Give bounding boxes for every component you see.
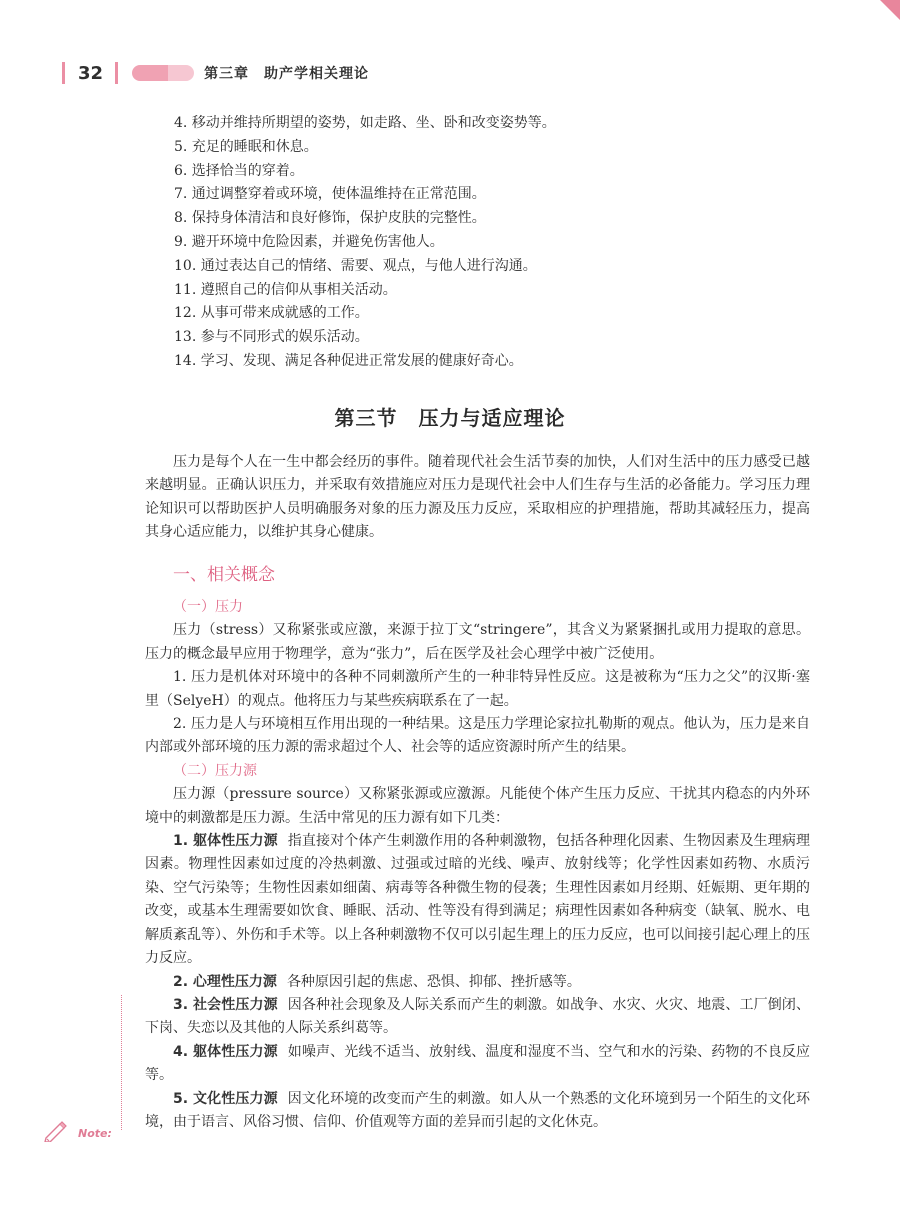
stressor-item: [145, 1041, 810, 1088]
stressor-text: 如噪声、光线不适当、放射线、温度和湿度不当、空气和水的污染、药物的不良反应等。: [145, 1043, 811, 1084]
stressors-intro: 压力源（pressure source）又称紧张源或应激源。凡能使个体产生压力反应、干扰其内稳态的内外环境中的刺激都是压力源。生活中常见的压力源有如下几类：: [145, 786, 810, 826]
stressor-text: 因文化环境的改变而产生的刺激。如人从一个熟悉的文化环境到另一个陌生的文化环境，由于语言、风俗习惯、信仰、价值观等方面的差异而引起的文化休克。: [145, 1090, 811, 1130]
intro-block: [145, 451, 810, 545]
stressor-item: [145, 1088, 810, 1135]
stressor-lead: 3. 社会性压力源: [173, 996, 278, 1013]
section-title: 第三节 压力与适应理论: [334, 406, 566, 430]
list-item: 14. 学习、发现、满足各种促进正常发展的健康好奇心。: [174, 352, 523, 369]
header-left-bar: [62, 62, 65, 84]
list-item: 8. 保持身体清洁和良好修饰，保护皮肤的完整性。: [174, 210, 486, 227]
margin-note: [44, 1120, 112, 1146]
stress-paragraph: 1. 压力是机体对环境中的各种不同刺激所产生的一种非特异性反应。这是被称为“压力之父”的汉斯·塞里（SelyeH）的观点。他将压力与某些疾病联系在了一起。: [145, 669, 810, 709]
stressor-lead: 5. 文化性压力源: [173, 1090, 278, 1107]
stressors-heading: （二）压力源: [173, 762, 257, 779]
stress-heading: （一）压力: [173, 599, 243, 615]
stress-paragraph: 2. 压力是人与环境相互作用出现的一种结果。这是压力学理论家拉扎勒斯的观点。他认为，压力是来自内部或外部环境的压力源的需求超过个人、社会等的适应资源时所产生的结果。: [145, 716, 810, 756]
note-label: Note:: [78, 1126, 112, 1140]
stressor-lead: 4. 躯体性压力源: [173, 1043, 278, 1060]
stress-paragraph: 压力（stress）又称紧张或应激，来源于拉丁文“stringere”，其含义为紧紧捆扎或用力提取的意思。压力的概念最早应用于物理学，意为“张力”，后在医学及社会心理学中被广泛使用。: [145, 622, 810, 662]
stressor-lead: 1. 躯体性压力源: [173, 833, 278, 850]
list-item: 4. 移动并维持所期望的姿势，如走路、坐、卧和改变姿势等。: [174, 115, 556, 131]
pencil-icon: [44, 1120, 70, 1146]
needs-list: [174, 112, 814, 374]
list-item: 11. 遵照自己的信仰从事相关活动。: [174, 281, 397, 298]
page-number: 32: [78, 62, 104, 84]
stressor-item: [145, 971, 810, 994]
list-item: 5. 充足的睡眠和休息。: [174, 138, 318, 155]
list-item: 6. 选择恰当的穿着。: [174, 162, 304, 179]
concepts-heading: 一、相关概念: [173, 565, 275, 585]
stressor-lead: 2. 心理性压力源: [173, 973, 277, 990]
header-divider-bar: [115, 62, 118, 84]
list-item: 12. 从事可带来成就感的工作。: [174, 305, 369, 322]
page-corner-marker: [880, 0, 900, 20]
header-decoration-pill: [132, 65, 168, 81]
list-item: 10. 通过表达自己的情绪、需要、观点，与他人进行沟通。: [174, 257, 537, 274]
note-margin-line: [121, 995, 122, 1130]
list-item: 13. 参与不同形式的娱乐活动。: [174, 329, 369, 346]
stressor-item: [145, 994, 810, 1041]
stressor-text: 各种原因引起的焦虑、恐惧、抑郁、挫折感等。: [286, 973, 581, 990]
chapter-title: 第三章 助产学相关理论: [204, 66, 370, 82]
list-item: 7. 通过调整穿着或环境，使体温维持在正常范围。: [174, 186, 486, 203]
page-header: [62, 58, 882, 88]
stressor-text: 因各种社会现象及人际关系而产生的刺激。如战争、水灾、火灾、地震、工厂倒闭、下岗、失恋以及其他的人际关系纠葛等。: [145, 996, 811, 1037]
concepts-block: [145, 562, 810, 1134]
header-decoration-pill-light: [168, 65, 194, 81]
stressor-item: [145, 830, 810, 970]
intro-paragraph: 压力是每个人在一生中都会经历的事件。随着现代社会生活节奏的加快，人们对生活中的压力感受已越来越明显。正确认识压力，并采取有效措施应对压力是现代社会中人们生存与生活的必备能力。学习压力理论知识可以帮助医护人员明确服务对象的压力源及压力反应，采取相应的护理措施，帮助其减轻压力，提高其身心适应能力，以维护其身心健康。: [145, 454, 810, 541]
stressor-text: 指直接对个体产生刺激作用的各种刺激物，包括各种理化因素、生物因素及生理病理因素。物理性因素如过度的冷热刺激、过强或过暗的光线、噪声、放射线等；化学性因素如药物、水质污染、空气污染等；生物性因素如细菌、病毒等各种微生物的侵袭；生理性因素如月经期、妊娠期、更年期的改变，或基本生理需要如饮食、睡眠、活动、性等没有得到满足；病理性因素如各种病变（缺氧、脱水、电解质紊乱等）、外伤和手术等。以上各种刺激物不仅可以引起生理上的压力反应，也可以间接引起心理上的压力反应。: [145, 833, 811, 967]
list-item: 9. 避开环境中危险因素，并避免伤害他人。: [174, 233, 444, 250]
